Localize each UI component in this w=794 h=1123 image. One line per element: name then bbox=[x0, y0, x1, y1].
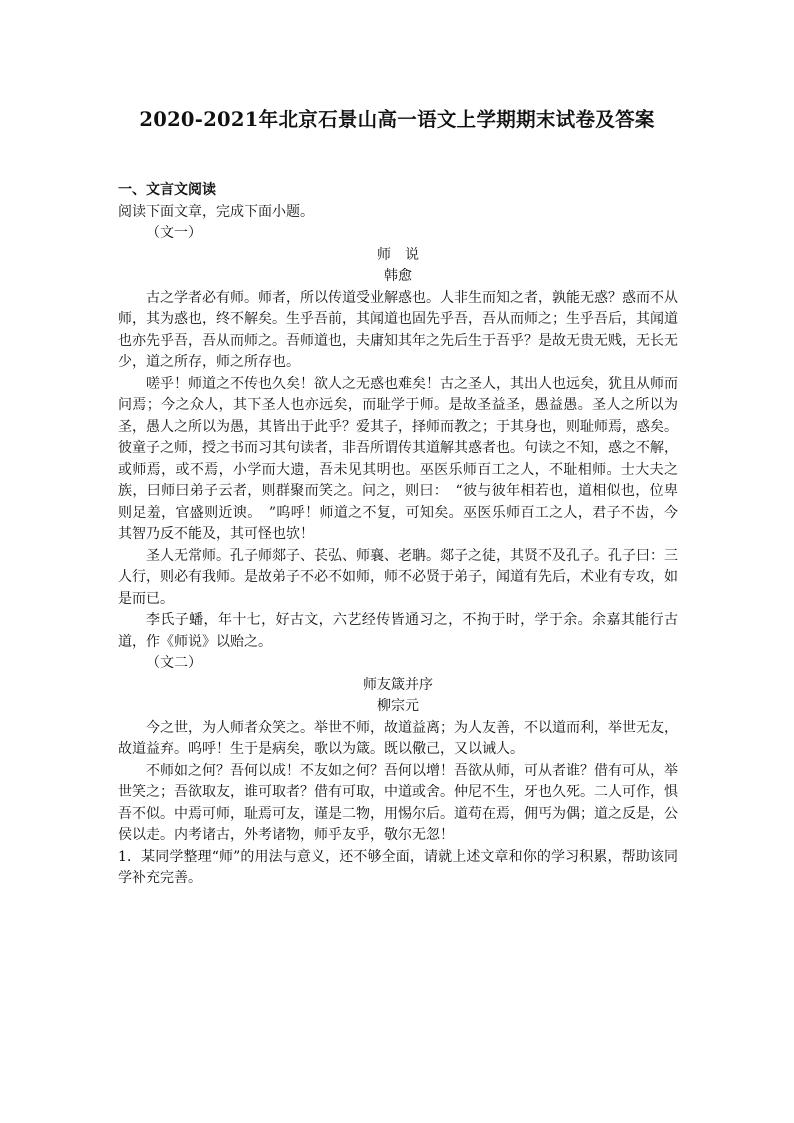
document-body bbox=[118, 180, 678, 890]
section-heading: 一、文言文阅读 bbox=[118, 182, 216, 198]
text1-paragraph-4: 李氏子蟠，年十七，好古文，六艺经传皆通习之，不拘于时，学于余。余嘉其能行古道，作《师说》以贻之。 bbox=[118, 612, 678, 650]
text2-paragraph-2: 不师如之何？吾何以成！不友如之何？吾何以增！吾欲从师，可从者谁？借有可从，举世笑之；吾欲取友，谁可取者？借有可取，中道或舍。仲尼不生，牙也久死。二人可作，惧吾不似。中焉可师，耻焉可友，谨是二物，用惕尔后。道苟在焉，佣丐为偶；道之反是，公侯以走。内考诸古，外考诸物，师乎友乎，敬尔无忽！ bbox=[118, 762, 678, 843]
section-instruction: 阅读下面文章，完成下面小题。 bbox=[118, 203, 314, 220]
text1-paragraph-2: 嗟乎！师道之不传也久矣！欲人之无惑也难矣！古之圣人，其出人也远矣，犹且从师而问焉；今之众人，其下圣人也亦远矣，而耻学于师。是故圣益圣，愚益愚。圣人之所以为圣，愚人之所以为愚，其皆出于此乎？爱其子，择师而教之；于其身也，则耻师焉，惑矣。彼童子之师，授之书而习其句读者，非吾所谓传其道解其惑者也。句读之不知，惑之不解，或师焉，或不焉，小学而大遗，吾未见其明也。巫医乐师百工之人，不耻相师。士大夫之族，曰师曰弟子云者，则群聚而笑之。问之，则曰： “彼与彼年相若也，道相似也，位卑则足羞，官盛则近谀。 ”呜呼！师道之不复，可知矣。巫医乐师百工之人，君子不齿，今其智乃反不能及，其可怪也欤！ bbox=[118, 375, 678, 542]
text2-author: 柳宗元 bbox=[377, 698, 419, 714]
text1-author: 韩愈 bbox=[384, 268, 412, 284]
text1-paragraph-3: 圣人无常师。孔子师郯子、苌弘、师襄、老聃。郯子之徒，其贤不及孔子。孔子曰：三人行，则必有我师。是故弟子不必不如师，师不必贤于弟子，闻道有先后，术业有专攻，如是而已。 bbox=[118, 547, 678, 607]
text1-paragraph-1: 古之学者必有师。师者，所以传道受业解惑也。人非生而知之者，孰能无惑？惑而不从师，其为惑也，终不解矣。生乎吾前，其闻道也固先乎吾，吾从而师之；生乎吾后，其闻道也亦先乎吾，吾从而师之。吾师道也，夫庸知其年之先后生于吾乎？是故无贵无贱，无长无少，道之所存，师之所存也。 bbox=[118, 289, 678, 370]
text2-paragraph-1: 今之世，为人师者众笑之。举世不师，故道益离；为人友善，不以道而利，举世无友，故道益弃。呜呼！生于是病矣，歌以为箴。既以儆己，又以诫人。 bbox=[118, 719, 678, 757]
text1-title: 师 说 bbox=[377, 246, 419, 263]
question-1: 1．某同学整理“师”的用法与意义，还不够全面，请就上述文章和你的学习积累，帮助该同学补充完善。 bbox=[118, 848, 678, 886]
document-title: 2020-2021年北京石景山高一语文上学期期末试卷及答案 bbox=[139, 108, 655, 131]
text1-label: （文一） bbox=[146, 225, 202, 241]
text2-title: 师友箴并序 bbox=[363, 676, 433, 693]
text2-label: （文二） bbox=[146, 655, 202, 671]
